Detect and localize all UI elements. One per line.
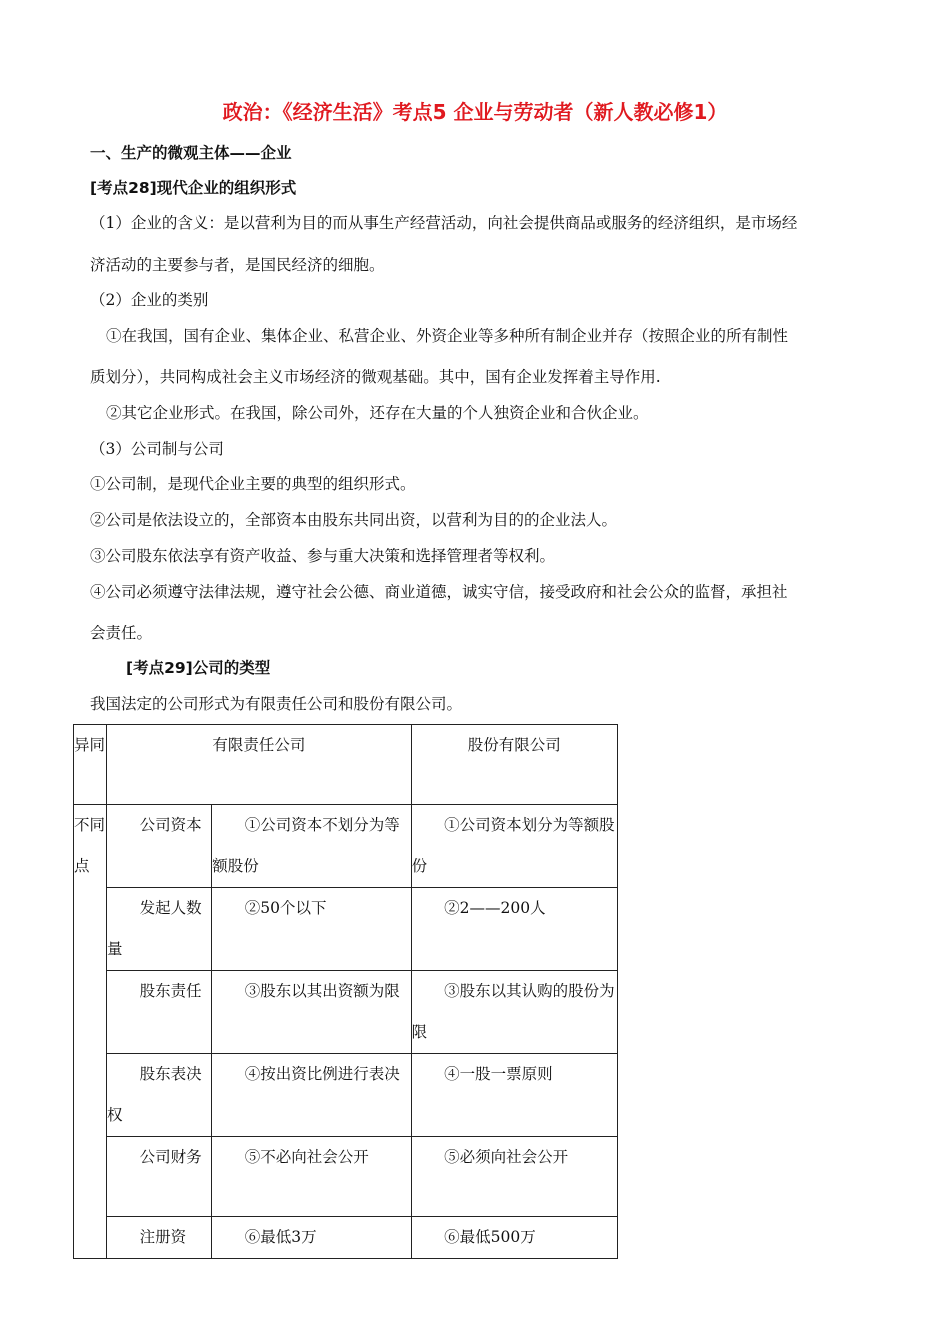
- kp29-heading: [考点29]公司的类型: [126, 659, 271, 677]
- company-comparison-table: [73, 724, 618, 1259]
- table-row: [74, 805, 618, 888]
- llc-cell: ③股东以其出资额为限: [212, 971, 411, 1054]
- paragraph-line: 质划分），共同构成社会主义市场经济的微观基础。其中，国有企业发挥着主导作用.: [90, 368, 661, 386]
- item-cell: 注册资: [107, 1217, 212, 1259]
- item-cell: 股东责任: [107, 971, 212, 1054]
- jsc-cell: ②2——200人: [411, 888, 617, 971]
- llc-cell: ④按出资比例进行表决: [212, 1054, 411, 1137]
- jsc-cell: ⑥最低500万: [411, 1217, 617, 1259]
- group-cell: 不同点: [74, 805, 107, 1259]
- kp28-heading: [考点28]现代企业的组织形式: [90, 179, 297, 197]
- paragraph-line: ②公司是依法设立的，全部资本由股东共同出资，以营利为目的的企业法人。: [90, 511, 618, 529]
- jsc-cell: ④一股一票原则: [411, 1054, 617, 1137]
- table-row: [74, 888, 618, 971]
- item-cell: 公司财务: [107, 1137, 212, 1217]
- paragraph-line: （3）公司制与公司: [90, 440, 224, 458]
- llc-cell: ②50个以下: [212, 888, 411, 971]
- llc-cell: ⑤不必向社会公开: [212, 1137, 411, 1217]
- paragraph-line: ①在我国，国有企业、集体企业、私营企业、外资企业等多种所有制企业并存（按照企业的所有制性: [106, 327, 789, 345]
- table-row: [74, 1054, 618, 1137]
- header-llc: 有限责任公司: [107, 725, 412, 805]
- jsc-cell: ③股东以其认购的股份为限: [411, 971, 617, 1054]
- item-cell: 公司资本: [107, 805, 212, 888]
- paragraph-line: ①公司制，是现代企业主要的典型的组织形式。: [90, 475, 416, 493]
- paragraph-line: （2）企业的类别: [90, 291, 209, 309]
- paragraph-line: 我国法定的公司形式为有限责任公司和股份有限公司。: [90, 695, 463, 713]
- paragraph-line: 济活动的主要参与者，是国民经济的细胞。: [90, 256, 385, 274]
- paragraph-line: ②其它企业形式。在我国，除公司外，还存在大量的个人独资企业和合伙企业。: [106, 404, 649, 422]
- table-row: [74, 971, 618, 1054]
- item-cell: 发起人数量: [107, 888, 212, 971]
- document-title: 政治：《经济生活》考点5 企业与劳动者（新人教必修1）: [222, 100, 728, 124]
- llc-cell: ①公司资本不划分为等额股份: [212, 805, 411, 888]
- paragraph-line: （1）企业的含义：是以营利为目的而从事生产经营活动，向社会提供商品或服务的经济组织，是市场经: [90, 214, 798, 232]
- paragraph-line: ④公司必须遵守法律法规，遵守社会公德、商业道德，诚实守信，接受政府和社会公众的监督，承担社: [90, 583, 788, 601]
- paragraph-line: 会责任。: [90, 624, 153, 642]
- section-heading: 一、生产的微观主体——企业: [90, 144, 292, 162]
- jsc-cell: ⑤必须向社会公开: [411, 1137, 617, 1217]
- table-row: [74, 1137, 618, 1217]
- llc-cell: ⑥最低3万: [212, 1217, 411, 1259]
- corner-cell: 异同: [74, 725, 107, 805]
- table-row: [74, 1217, 618, 1259]
- table-header-row: [74, 725, 618, 805]
- header-jsc: 股份有限公司: [411, 725, 617, 805]
- jsc-cell: ①公司资本划分为等额股份: [411, 805, 617, 888]
- item-cell: 股东表决权: [107, 1054, 212, 1137]
- paragraph-line: ③公司股东依法享有资产收益、参与重大决策和选择管理者等权利。: [90, 547, 556, 565]
